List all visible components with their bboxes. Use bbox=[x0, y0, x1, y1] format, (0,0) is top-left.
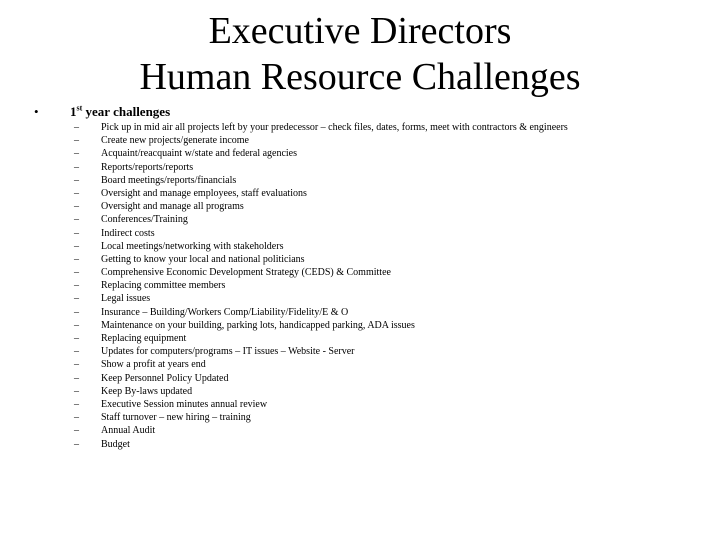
dash-bullet-icon: – bbox=[74, 174, 79, 186]
dash-bullet-icon: – bbox=[74, 385, 79, 397]
dash-bullet-icon: – bbox=[74, 280, 79, 292]
challenge-list-item bbox=[34, 332, 704, 345]
challenge-item-text: Local meetings/networking with stakeholders bbox=[101, 240, 284, 252]
dash-bullet-icon: – bbox=[74, 267, 79, 279]
dash-bullet-icon: – bbox=[74, 135, 79, 147]
challenge-item-text: Create new projects/generate income bbox=[101, 135, 249, 147]
challenge-item-text: Staff turnover – new hiring – training bbox=[101, 412, 251, 424]
challenge-item-text: Comprehensive Economic Development Strategy (CEDS) & Committee bbox=[101, 267, 391, 279]
dash-bullet-icon: – bbox=[74, 359, 79, 371]
challenge-list-item bbox=[34, 147, 704, 160]
challenge-list-item bbox=[34, 319, 704, 332]
challenge-item-text: Legal issues bbox=[101, 293, 151, 305]
challenge-list-item bbox=[34, 213, 704, 226]
challenge-item-text: Replacing equipment bbox=[101, 333, 187, 344]
dash-bullet-icon: – bbox=[74, 187, 79, 199]
challenge-item-text: Updates for computers/programs – IT issues – Website - Server bbox=[101, 346, 355, 358]
challenge-list-item bbox=[34, 200, 704, 213]
challenge-item-text: Conferences/Training bbox=[101, 214, 188, 226]
title-line-1: Executive Directors bbox=[208, 10, 512, 52]
challenge-item-text: Show a profit at years end bbox=[101, 359, 206, 371]
challenge-item-text: Keep Personnel Policy Updated bbox=[101, 372, 229, 384]
challenge-list-item bbox=[34, 161, 704, 174]
challenge-list-item bbox=[34, 385, 704, 398]
bullet-heading-number: 1 bbox=[70, 104, 77, 119]
challenge-list-item bbox=[34, 174, 704, 187]
dash-bullet-icon: – bbox=[74, 253, 79, 265]
dash-bullet-icon: – bbox=[74, 306, 79, 318]
challenge-list-item bbox=[34, 411, 704, 424]
challenge-list-item bbox=[34, 438, 704, 451]
dash-bullet-icon: – bbox=[74, 425, 79, 437]
challenge-list-item bbox=[34, 227, 704, 240]
bullet-icon: • bbox=[34, 104, 39, 119]
challenge-list-item bbox=[34, 121, 704, 134]
dash-bullet-icon: – bbox=[74, 438, 79, 450]
dash-bullet-icon: – bbox=[74, 319, 79, 331]
challenge-item-text: Getting to know your local and national politicians bbox=[101, 253, 305, 265]
slide-content bbox=[34, 103, 704, 451]
dash-bullet-icon: – bbox=[74, 412, 79, 424]
challenge-item-text: Insurance – Building/Workers Comp/Liability/Fidelity/E & O bbox=[101, 306, 349, 318]
challenge-list-item bbox=[34, 372, 704, 385]
dash-bullet-icon: – bbox=[74, 214, 79, 226]
challenge-list-item bbox=[34, 358, 704, 371]
challenge-list-item bbox=[34, 279, 704, 292]
challenge-item-text: Pick up in mid air all projects left by your predecessor – check files, dates, forms, meet with contractors & engineers bbox=[101, 122, 568, 133]
dash-bullet-icon: – bbox=[74, 293, 79, 305]
challenge-list-item bbox=[34, 345, 704, 358]
challenge-list-item bbox=[34, 187, 704, 200]
challenge-list-item bbox=[34, 134, 704, 147]
slide-title bbox=[0, 8, 720, 100]
challenge-item-text: Maintenance on your building, parking lots, handicapped parking, ADA issues bbox=[101, 319, 415, 331]
bullet-heading-text: year challenges bbox=[82, 104, 171, 119]
challenge-list-item bbox=[34, 424, 704, 437]
dash-bullet-icon: – bbox=[74, 122, 79, 133]
dash-bullet-icon: – bbox=[74, 333, 79, 344]
challenge-item-text: Reports/reports/reports bbox=[101, 161, 194, 173]
challenge-item-text: Board meetings/reports/financials bbox=[101, 174, 237, 186]
bullet-heading-ordinal: st bbox=[76, 103, 83, 113]
challenge-item-text: Acquaint/reacquaint w/state and federal agencies bbox=[101, 148, 298, 160]
dash-bullet-icon: – bbox=[74, 372, 79, 384]
challenge-list-item bbox=[34, 292, 704, 305]
challenge-item-text: Replacing committee members bbox=[101, 280, 226, 292]
challenge-list-item bbox=[34, 240, 704, 253]
challenge-item-text: Oversight and manage employees, staff evaluations bbox=[101, 187, 307, 199]
title-line-2: Human Resource Challenges bbox=[139, 56, 581, 98]
bullet-heading bbox=[70, 103, 170, 121]
bullet-item bbox=[34, 103, 704, 121]
dash-bullet-icon: – bbox=[74, 398, 79, 410]
challenge-list-item bbox=[34, 398, 704, 411]
dash-bullet-icon: – bbox=[74, 161, 79, 173]
challenge-list bbox=[34, 121, 704, 451]
dash-bullet-icon: – bbox=[74, 240, 79, 252]
challenge-list-item bbox=[34, 266, 704, 279]
dash-bullet-icon: – bbox=[74, 227, 79, 239]
challenge-item-text: Executive Session minutes annual review bbox=[101, 398, 268, 410]
challenge-list-item bbox=[34, 253, 704, 266]
challenge-list-item bbox=[34, 306, 704, 319]
challenge-item-text: Annual Audit bbox=[101, 425, 156, 437]
dash-bullet-icon: – bbox=[74, 201, 79, 213]
challenge-item-text: Keep By-laws updated bbox=[101, 385, 193, 397]
dash-bullet-icon: – bbox=[74, 346, 79, 358]
challenge-item-text: Oversight and manage all programs bbox=[101, 201, 244, 213]
challenge-item-text: Indirect costs bbox=[101, 227, 155, 239]
dash-bullet-icon: – bbox=[74, 148, 79, 160]
challenge-item-text: Budget bbox=[101, 438, 130, 450]
